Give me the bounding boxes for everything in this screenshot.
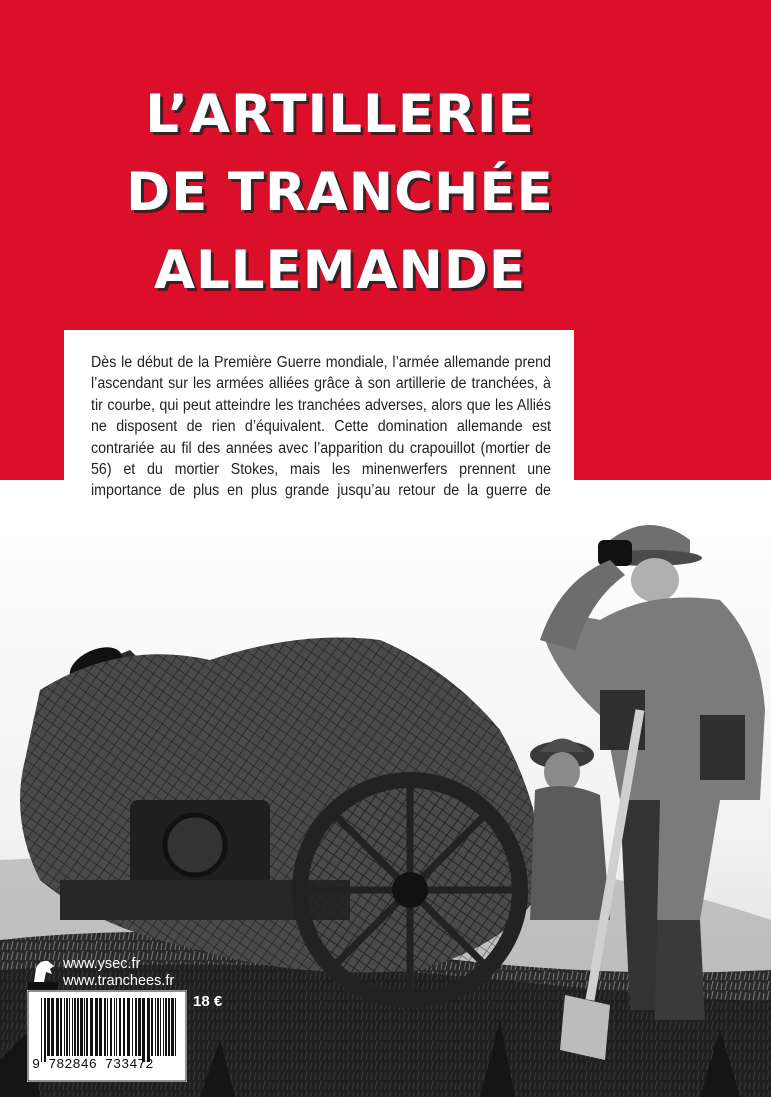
barcode-bar	[95, 998, 98, 1056]
barcode-bar	[66, 998, 68, 1056]
barcode-bar	[138, 998, 141, 1056]
barcode-bar	[175, 998, 176, 1056]
binoculars	[598, 540, 632, 566]
barcode-bar	[74, 998, 76, 1056]
barcode-bar	[69, 998, 70, 1056]
barcode-bar	[47, 998, 50, 1056]
barcode-bar	[157, 998, 159, 1056]
barcode-bar	[60, 998, 62, 1056]
barcode-bar	[123, 998, 125, 1056]
back-cover-blurb: Dès le début de la Première Guerre mondiale, l’armée allemande prend l’ascendant sur les armées alliées grâce à son artillerie de tranchées, à tir courbe, qui peut atteindre les tranchées adverses, alors que les Alliés ne disposent de rien d’équivalent. Cette domination allemande est contrariée au fil des années avec l’apparition du crapouillot (mortier de 56) et du mortier Stokes, mais les minenwerfers prennent une importance de plus en plus grande jusqu’au retour de la guerre de	[91, 354, 551, 500]
barcode-bar	[135, 998, 137, 1056]
barcode-bar	[107, 998, 108, 1056]
barcode-bar	[165, 998, 167, 1056]
barcode-bar	[90, 998, 93, 1056]
barcode-bar	[80, 998, 83, 1056]
publisher-url-tranchees[interactable]: www.tranchees.fr	[63, 973, 175, 989]
barcode-bar	[77, 998, 79, 1056]
barcode-bar	[132, 998, 133, 1056]
barcode-bar	[163, 998, 164, 1056]
barcode-bar	[64, 998, 65, 1056]
barcode-bar	[44, 998, 46, 1062]
shovel-blade	[560, 995, 610, 1060]
barcode-bar	[114, 998, 115, 1056]
barcode-bar	[84, 998, 85, 1056]
price-label: 18 €	[193, 993, 223, 1010]
mortar-wheel	[300, 780, 520, 1000]
barcode-bar	[151, 998, 153, 1056]
barcode-bar	[142, 998, 145, 1062]
barcode-bar	[127, 998, 130, 1056]
barcode-bar	[72, 998, 73, 1056]
barcode-bar	[147, 998, 150, 1062]
barcode-bar	[160, 998, 161, 1056]
publisher-links	[28, 956, 228, 992]
title-line-1: L’ARTILLERIE	[145, 84, 535, 145]
barcode-bar	[110, 998, 112, 1056]
barcode-bar	[41, 998, 42, 1062]
barcode-digits: 9 782846 733472	[32, 1058, 154, 1073]
horse-head-icon	[28, 956, 58, 990]
barcode-bar	[168, 998, 170, 1056]
barcode-bar	[104, 998, 106, 1056]
barcode-bar	[51, 998, 54, 1056]
title-line-3: ALLEMANDE	[153, 240, 527, 301]
barcode-bar	[86, 998, 88, 1056]
publisher-url-ysec[interactable]: www.ysec.fr	[63, 956, 141, 972]
barcode-bar	[155, 998, 156, 1056]
book-title	[60, 76, 620, 310]
barcode-bar	[171, 998, 174, 1056]
barcode-bar	[99, 998, 102, 1056]
title-line-2: DE TRANCHÉE	[126, 162, 554, 223]
barcode-bar	[116, 998, 117, 1056]
barcode-bar	[56, 998, 59, 1056]
barcode-bar	[119, 998, 121, 1056]
